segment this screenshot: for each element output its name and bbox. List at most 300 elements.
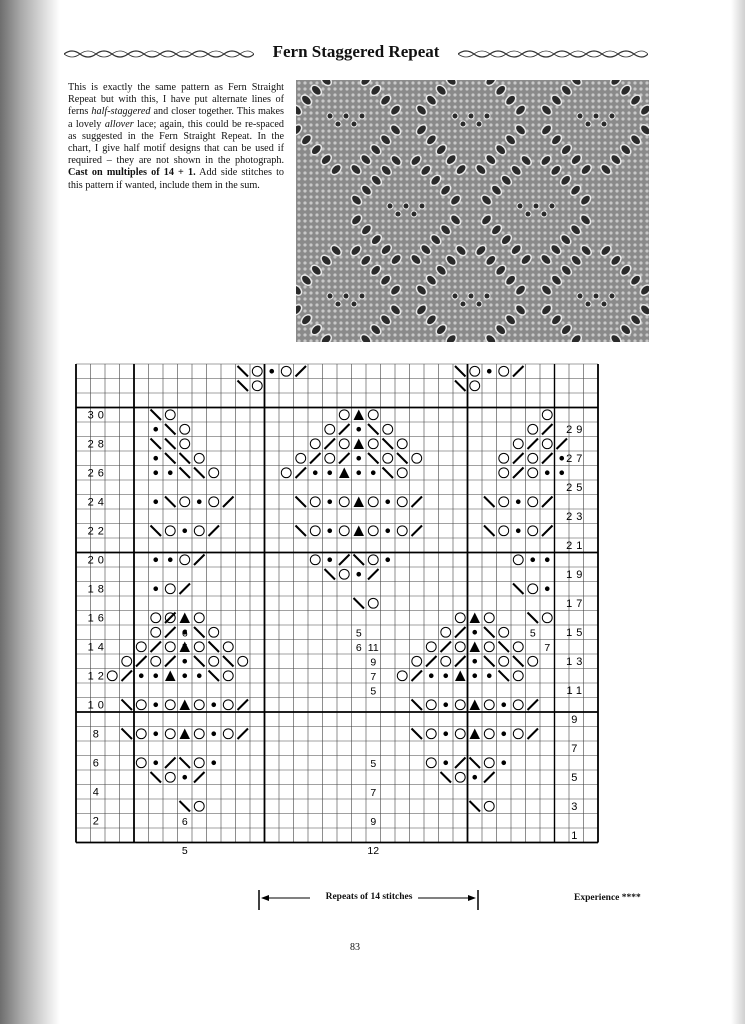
mesh-dot (315, 171, 318, 174)
mesh-dot (639, 183, 642, 186)
mesh-dot (411, 309, 414, 312)
mesh-dot (459, 153, 462, 156)
mesh-dot (609, 123, 612, 126)
mesh-dot (465, 105, 468, 108)
mesh-dot (579, 87, 582, 90)
mesh-dot (369, 111, 372, 114)
mesh-dot (315, 303, 318, 306)
mesh-dot (435, 321, 438, 324)
mesh-dot (411, 123, 414, 126)
knit-dot-symbol (211, 760, 216, 765)
mesh-dot (321, 291, 324, 294)
mesh-dot (633, 243, 636, 246)
mesh-dot (507, 255, 510, 258)
mesh-dot (393, 327, 396, 330)
mesh-dot (405, 321, 408, 324)
mesh-dot (315, 309, 318, 312)
mesh-dot (615, 267, 618, 270)
mesh-dot (441, 285, 444, 288)
mesh-dot (339, 267, 342, 270)
mesh-dot (591, 147, 594, 150)
mesh-dot (579, 327, 582, 330)
mesh-dot (627, 183, 630, 186)
mesh-dot (333, 321, 336, 324)
mesh-dot (477, 273, 480, 276)
mesh-dot (615, 171, 618, 174)
mesh-dot (465, 159, 468, 162)
mesh-dot (423, 333, 426, 336)
mesh-dot (465, 195, 468, 198)
mesh-dot (447, 207, 450, 210)
mesh-dot (387, 333, 390, 336)
mesh-dot (543, 231, 546, 234)
mesh-dot (489, 105, 492, 108)
mesh-dot (495, 123, 498, 126)
mesh-dot (381, 201, 384, 204)
mesh-dot (537, 297, 540, 300)
mesh-dot (633, 327, 636, 330)
mesh-dot (315, 315, 318, 318)
mesh-dot (465, 231, 468, 234)
mesh-dot (429, 309, 432, 312)
mesh-dot (567, 105, 570, 108)
stitch-count-label: 5 (370, 757, 377, 770)
mesh-dot (447, 117, 450, 120)
mesh-dot (405, 315, 408, 318)
mesh-dot (399, 189, 402, 192)
lace-hole (343, 113, 349, 119)
mesh-dot (603, 129, 606, 132)
mesh-dot (429, 129, 432, 132)
mesh-dot (351, 273, 354, 276)
mesh-dot (615, 87, 618, 90)
mesh-dot (621, 165, 624, 168)
mesh-dot (627, 159, 630, 162)
mesh-dot (615, 279, 618, 282)
mesh-dot (603, 105, 606, 108)
mesh-dot (603, 309, 606, 312)
mesh-dot (591, 177, 594, 180)
mesh-dot (585, 81, 588, 84)
mesh-dot (297, 243, 300, 246)
mesh-dot (549, 297, 552, 300)
mesh-dot (567, 255, 570, 258)
mesh-dot (429, 159, 432, 162)
mesh-dot (381, 291, 384, 294)
mesh-dot (621, 297, 624, 300)
mesh-dot (609, 93, 612, 96)
mesh-dot (621, 291, 624, 294)
mesh-dot (633, 123, 636, 126)
mesh-dot (345, 141, 348, 144)
mesh-dot (645, 135, 648, 138)
mesh-dot (579, 123, 582, 126)
mesh-dot (573, 105, 576, 108)
mesh-dot (333, 219, 336, 222)
mesh-dot (441, 81, 444, 84)
mesh-dot (621, 237, 624, 240)
mesh-dot (369, 171, 372, 174)
stitch-count-label: 7 (370, 786, 377, 799)
mesh-dot (363, 237, 366, 240)
mesh-dot (507, 291, 510, 294)
mesh-dot (309, 117, 312, 120)
mesh-dot (321, 171, 324, 174)
mesh-dot (507, 303, 510, 306)
mesh-dot (435, 141, 438, 144)
mesh-dot (567, 135, 570, 138)
mesh-dot (465, 267, 468, 270)
mesh-dot (297, 327, 300, 330)
mesh-dot (297, 201, 300, 204)
mesh-dot (363, 219, 366, 222)
mesh-dot (417, 225, 420, 228)
mesh-dot (339, 153, 342, 156)
mesh-dot (537, 165, 540, 168)
mesh-dot (465, 243, 468, 246)
mesh-dot (531, 213, 534, 216)
mesh-dot (543, 315, 546, 318)
mesh-dot (519, 279, 522, 282)
mesh-dot (621, 189, 624, 192)
mesh-dot (579, 177, 582, 180)
mesh-dot (519, 327, 522, 330)
mesh-dot (531, 279, 534, 282)
mesh-dot (351, 87, 354, 90)
mesh-dot (633, 213, 636, 216)
mesh-dot (339, 327, 342, 330)
mesh-dot (345, 207, 348, 210)
mesh-dot (309, 165, 312, 168)
mesh-dot (489, 249, 492, 252)
mesh-dot (573, 171, 576, 174)
mesh-dot (573, 321, 576, 324)
row-number-left: 2 (92, 815, 103, 828)
mesh-dot (405, 291, 408, 294)
mesh-dot (321, 207, 324, 210)
mesh-dot (603, 327, 606, 330)
mesh-dot (549, 231, 552, 234)
mesh-dot (381, 327, 384, 330)
mesh-dot (411, 141, 414, 144)
mesh-dot (537, 129, 540, 132)
mesh-dot (405, 297, 408, 300)
mesh-dot (645, 165, 648, 168)
mesh-dot (531, 189, 534, 192)
mesh-dot (447, 249, 450, 252)
mesh-dot (339, 333, 342, 336)
mesh-dot (507, 225, 510, 228)
mesh-dot (507, 249, 510, 252)
mesh-dot (429, 111, 432, 114)
mesh-dot (381, 177, 384, 180)
mesh-dot (579, 129, 582, 132)
mesh-dot (591, 141, 594, 144)
mesh-dot (405, 273, 408, 276)
mesh-dot (333, 159, 336, 162)
mesh-dot (339, 183, 342, 186)
mesh-dot (537, 285, 540, 288)
mesh-dot (393, 225, 396, 228)
mesh-dot (507, 129, 510, 132)
row-number-right: 5 (571, 771, 582, 784)
mesh-dot (345, 171, 348, 174)
mesh-dot (363, 141, 366, 144)
mesh-dot (327, 135, 330, 138)
mesh-dot (453, 135, 456, 138)
mesh-dot (525, 297, 528, 300)
mesh-dot (411, 333, 414, 336)
mesh-dot (597, 201, 600, 204)
mesh-dot (321, 279, 324, 282)
row-number-right: 29 (566, 423, 587, 436)
mesh-dot (327, 303, 330, 306)
mesh-dot (585, 297, 588, 300)
mesh-dot (315, 261, 318, 264)
mesh-dot (531, 273, 534, 276)
mesh-dot (543, 219, 546, 222)
mesh-dot (405, 267, 408, 270)
mesh-dot (441, 123, 444, 126)
repeat-label: Repeats of 14 stitches (325, 892, 413, 902)
mesh-dot (525, 249, 528, 252)
mesh-dot (477, 219, 480, 222)
mesh-dot (531, 141, 534, 144)
mesh-dot (405, 183, 408, 186)
mesh-dot (609, 327, 612, 330)
mesh-dot (627, 321, 630, 324)
mesh-dot (345, 195, 348, 198)
mesh-dot (429, 255, 432, 258)
mesh-dot (639, 297, 642, 300)
mesh-dot (333, 153, 336, 156)
mesh-dot (405, 171, 408, 174)
mesh-dot (477, 267, 480, 270)
mesh-dot (555, 297, 558, 300)
lace-hole (468, 113, 474, 119)
mesh-dot (603, 297, 606, 300)
mesh-dot (297, 183, 300, 186)
stitch-count-label: 6 (355, 641, 362, 654)
mesh-dot (429, 243, 432, 246)
mesh-dot (603, 321, 606, 324)
mesh-dot (339, 87, 342, 90)
lace-hole (335, 301, 341, 307)
mesh-dot (465, 327, 468, 330)
mesh-dot (333, 273, 336, 276)
mesh-dot (597, 231, 600, 234)
stitch-count-label: 6 (181, 627, 188, 640)
mesh-dot (363, 195, 366, 198)
mesh-dot (327, 123, 330, 126)
mesh-dot (585, 99, 588, 102)
mesh-dot (351, 129, 354, 132)
mesh-dot (363, 129, 366, 132)
mesh-dot (435, 261, 438, 264)
mesh-dot (345, 279, 348, 282)
mesh-dot (303, 117, 306, 120)
mesh-dot (573, 249, 576, 252)
mesh-dot (345, 99, 348, 102)
mesh-dot (351, 159, 354, 162)
mesh-dot (477, 177, 480, 180)
mesh-dot (603, 183, 606, 186)
mesh-dot (321, 189, 324, 192)
stitch-count-label: 11 (367, 641, 379, 654)
mesh-dot (321, 219, 324, 222)
mesh-dot (567, 171, 570, 174)
mesh-dot (471, 213, 474, 216)
mesh-dot (333, 285, 336, 288)
mesh-dot (567, 219, 570, 222)
mesh-dot (471, 201, 474, 204)
knit-dot-symbol (182, 775, 187, 780)
mesh-dot (297, 141, 300, 144)
mesh-dot (375, 303, 378, 306)
mesh-dot (369, 291, 372, 294)
mesh-dot (495, 261, 498, 264)
mesh-dot (513, 183, 516, 186)
mesh-dot (543, 93, 546, 96)
mesh-dot (537, 81, 540, 84)
mesh-dot (435, 105, 438, 108)
mesh-dot (465, 219, 468, 222)
mesh-dot (309, 303, 312, 306)
mesh-dot (327, 231, 330, 234)
mesh-dot (495, 315, 498, 318)
mesh-dot (357, 303, 360, 306)
mesh-dot (567, 159, 570, 162)
mesh-dot (591, 285, 594, 288)
mesh-dot (411, 189, 414, 192)
mesh-dot (435, 231, 438, 234)
mesh-dot (309, 123, 312, 126)
mesh-dot (513, 261, 516, 264)
mesh-dot (303, 87, 306, 90)
mesh-dot (543, 321, 546, 324)
mesh-dot (555, 213, 558, 216)
mesh-dot (417, 315, 420, 318)
knit-dot-symbol (182, 659, 187, 664)
mesh-dot (519, 183, 522, 186)
mesh-dot (573, 237, 576, 240)
mesh-dot (597, 135, 600, 138)
mesh-dot (615, 231, 618, 234)
mesh-dot (561, 123, 564, 126)
mesh-dot (477, 117, 480, 120)
mesh-dot (435, 225, 438, 228)
mesh-dot (393, 81, 396, 84)
mesh-dot (525, 303, 528, 306)
mesh-dot (309, 159, 312, 162)
mesh-dot (375, 285, 378, 288)
mesh-dot (561, 105, 564, 108)
mesh-dot (333, 291, 336, 294)
book-spine-shadow (0, 0, 60, 1024)
mesh-dot (459, 99, 462, 102)
mesh-dot (333, 261, 336, 264)
mesh-dot (465, 183, 468, 186)
mesh-dot (441, 279, 444, 282)
mesh-dot (501, 129, 504, 132)
mesh-dot (615, 297, 618, 300)
mesh-dot (573, 99, 576, 102)
mesh-dot (399, 273, 402, 276)
mesh-dot (603, 219, 606, 222)
mesh-dot (297, 147, 300, 150)
mesh-dot (381, 297, 384, 300)
mesh-dot (639, 81, 642, 84)
mesh-dot (483, 327, 486, 330)
mesh-dot (327, 207, 330, 210)
mesh-dot (303, 171, 306, 174)
mesh-dot (393, 315, 396, 318)
mesh-dot (381, 153, 384, 156)
mesh-dot (375, 225, 378, 228)
mesh-dot (627, 207, 630, 210)
mesh-dot (315, 177, 318, 180)
mesh-dot (405, 93, 408, 96)
knit-dot-symbol (501, 702, 506, 707)
mesh-dot (579, 105, 582, 108)
mesh-dot (489, 285, 492, 288)
mesh-dot (597, 285, 600, 288)
mesh-dot (405, 87, 408, 90)
mesh-dot (543, 99, 546, 102)
mesh-dot (513, 153, 516, 156)
mesh-dot (345, 135, 348, 138)
lace-hole (403, 203, 409, 209)
mesh-dot (645, 261, 648, 264)
mesh-dot (585, 153, 588, 156)
mesh-dot (555, 129, 558, 132)
mesh-dot (585, 159, 588, 162)
mesh-dot (603, 159, 606, 162)
lace-hole (476, 121, 482, 127)
mesh-dot (489, 165, 492, 168)
mesh-dot (561, 129, 564, 132)
mesh-dot (555, 309, 558, 312)
mesh-dot (645, 195, 648, 198)
mesh-dot (381, 129, 384, 132)
mesh-dot (393, 333, 396, 336)
mesh-dot (309, 207, 312, 210)
mesh-dot (357, 153, 360, 156)
mesh-dot (555, 267, 558, 270)
mesh-dot (531, 267, 534, 270)
mesh-dot (465, 177, 468, 180)
mesh-dot (519, 189, 522, 192)
mesh-dot (387, 189, 390, 192)
mesh-dot (597, 141, 600, 144)
mesh-dot (561, 81, 564, 84)
mesh-dot (321, 165, 324, 168)
mesh-dot (303, 177, 306, 180)
mesh-dot (609, 147, 612, 150)
mesh-dot (423, 147, 426, 150)
stitch-count-label: 9 (370, 656, 377, 669)
mesh-dot (531, 249, 534, 252)
mesh-dot (615, 303, 618, 306)
mesh-dot (303, 267, 306, 270)
mesh-dot (519, 81, 522, 84)
mesh-dot (375, 99, 378, 102)
mesh-dot (609, 207, 612, 210)
mesh-dot (339, 273, 342, 276)
mesh-dot (303, 285, 306, 288)
mesh-dot (339, 105, 342, 108)
mesh-dot (297, 333, 300, 336)
